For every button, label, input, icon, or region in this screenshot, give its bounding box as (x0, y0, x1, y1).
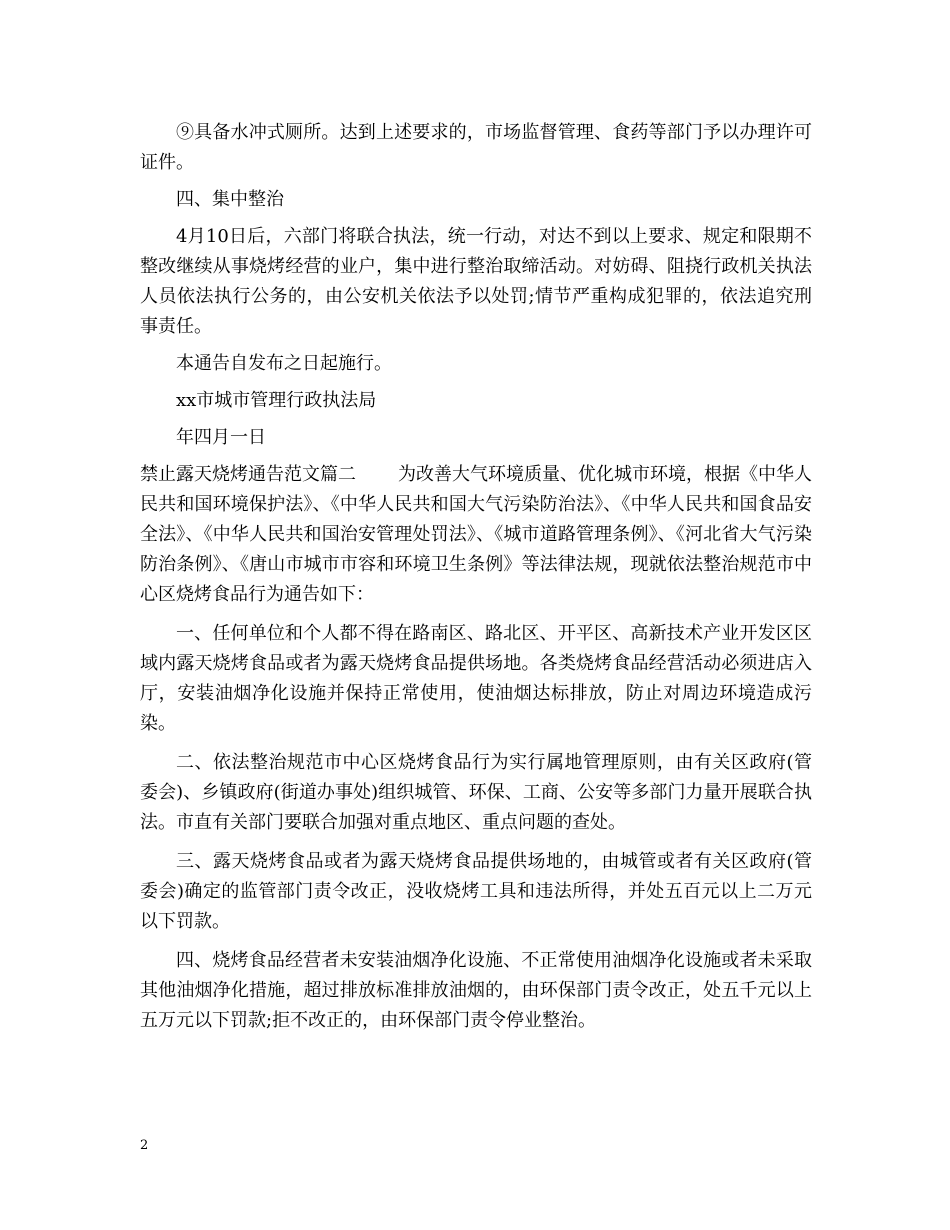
paragraph-effective-date: 本通告自发布之日起施行。 (176, 353, 392, 374)
article-two-item-1: 一、任何单位和个人都不得在路南区、路北区、开平区、高新技术产业开发区区域内露天烧烤食品或者为露天烧烤食品提供场地。各类烧烤食品经营活动必须进店入厅，安装油烟净化设施并保持正常使用，使油烟达标排放，防止对周边环境造成污染。 (140, 623, 812, 734)
article-two-intro-text: 为改善大气环境质量、优化城市环境，根据《中华人民共和国环境保护法》、《中华人民共和国大气污染防治法》、《中华人民共和国食品安全法》、《中华人民共和国治安管理处罚法》、《城市道路管理条例》、《河北省大气污染防治条例》、《唐山市城市市容和环境卫生条例》等法律法规，现就依法整治规范市中心区烧烤食品行为通告如下： (140, 464, 812, 605)
article-two-introduction (140, 460, 812, 610)
article-two-item-2: 二、依法整治规范市中心区烧烤食品行为实行属地管理原则，由有关区政府(管委会)、乡镇政府(街道办事处)组织城管、环保、工商、公安等多部门力量开展联合执法。市直有关部门要联合加强对重点地区、重点问题的查处。 (140, 752, 812, 833)
article-two-item-3: 三、露天烧烤食品或者为露天烧烤食品提供场地的，由城管或者有关区政府(管委会)确定的监管部门责令改正，没收烧烤工具和违法所得，并处五百元以上二万元以下罚款。 (140, 851, 812, 932)
issue-date: 年四月一日 (176, 427, 266, 448)
page-number: 2 (140, 1138, 149, 1153)
paragraph-joint-enforcement: 4月10日后，六部门将联合执法，统一行动，对达不到以上要求、规定和限期不整改继续从事烧烤经营的业户，集中进行整治取缔活动。对妨碍、阻挠行政机关执法人员依法执行公务的，由公安机关依法予以处罚;情节严重构成犯罪的，依法追究刑事责任。 (140, 226, 812, 337)
paragraph-toilet-requirement: ⑨具备水冲式厕所。达到上述要求的，市场监督管理、食药等部门予以办理许可证件。 (140, 122, 812, 173)
article-two-title: 禁止露天烧烤通告范文篇二 (140, 464, 356, 485)
issuing-authority: xx市城市管理行政执法局 (176, 390, 377, 411)
article-two-item-4: 四、烧烤食品经营者未安装油烟净化设施、不正常使用油烟净化设施或者未采取其他油烟净化措施，超过排放标准排放油烟的，由环保部门责令改正，处五千元以上五万元以下罚款;拒不改正的，由环保部门责令停业整治。 (140, 950, 812, 1031)
document-body (140, 118, 812, 1036)
section-heading-concentrated-rectification: 四、集中整治 (176, 189, 284, 210)
